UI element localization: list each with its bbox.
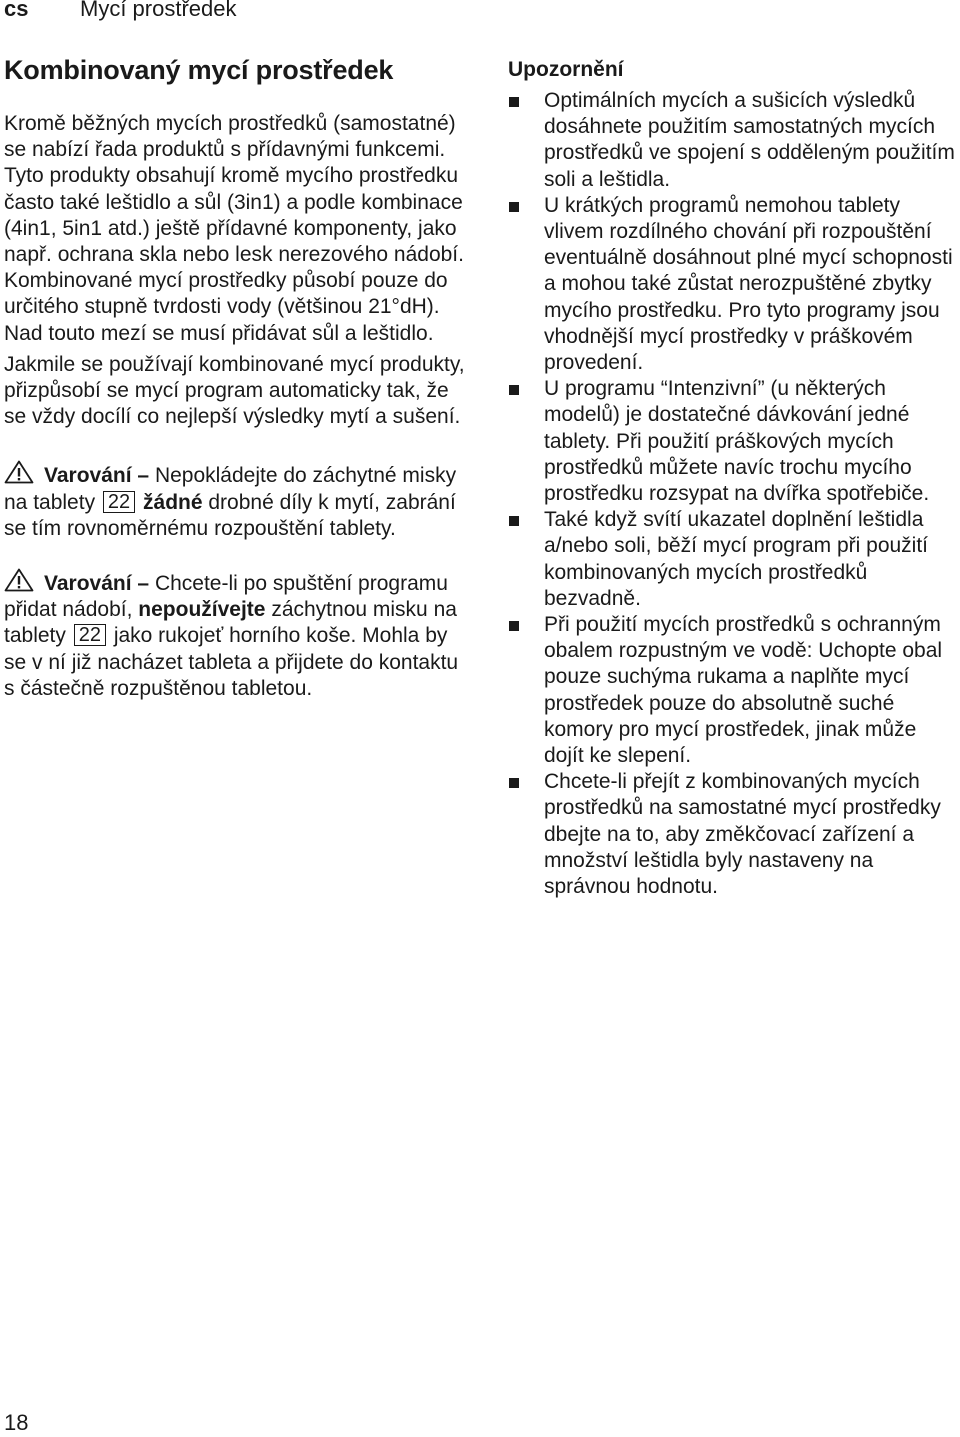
right-column: [508, 52, 960, 900]
warning-block-1: [4, 460, 474, 542]
list-item-text: U krátkých programů nemohou tablety vlivem rozdílného chování při rozpouštění eventuálně dosáhnout plné mycí schopnosti a mohou také zůstat nerozpuštěné zbytky mycího prostředku. Pro tyto programy jsou vhodnější mycí prostředky v práškovém provedení.: [544, 193, 953, 375]
intro-paragraph: Kromě běžných mycích prostředků (samostatné) se nabízí řada produktů s přídavnými funkcemi. Tyto produkty obsahují kromě mycího prostředku často také leštidlo a sůl (3in1) a podle kombinace (4in1, 5in1 atd.) ještě přídavné komponenty, jako např. ochrana skla nebo lesk nerezového nádobí. Kombinované mycí prostředky působí pouze do určitého stupně tvrdosti vody (většinou 21°dH). Nad touto mezí se musí přidávat sůl a leštidlo.: [4, 112, 464, 345]
warning-text: jako rukojeť horního koše. Mohla by se v ní již nacházet tableta a přijdete do kontaktu s částečně rozpuštěnou tabletou.: [4, 624, 459, 700]
list-item: [508, 193, 960, 376]
bullet-square-icon: [509, 385, 519, 395]
warning-emphasis: nepoužívejte: [138, 598, 266, 622]
list-item: [508, 769, 960, 900]
list-item-text: Chcete-li přejít z kombinovaných mycích prostředků na samostatné mycí prostředky dbejte na to, aby změkčovací zařízení a množství leštidla byly nastaveny na správnou hodnotu.: [544, 770, 941, 899]
notice-list: [508, 88, 960, 900]
warning-text: Chcete-li po spuštění programu přidat nádobí,: [4, 572, 448, 622]
list-item-text: Také když svítí ukazatel doplnění leštidla a/nebo soli, běží mycí program při použití kombinovaných mycích prostředků bezvadně.: [544, 508, 929, 610]
page-header: [4, 0, 237, 26]
list-item: [508, 612, 960, 769]
list-item: [508, 507, 960, 612]
list-item-text: U programu “Intenzivní” (u některých modelů) je dostatečné dávkování jedné tablety. Při použití práškových mycích prostředků můžete navíc trochu mycího prostředku rozsypat na dvířka spotřebiče.: [544, 377, 930, 506]
warning-dash: –: [137, 572, 150, 596]
warning-triangle-icon: [4, 460, 34, 484]
language-code: cs: [4, 0, 29, 21]
warning-dash: –: [137, 464, 150, 488]
list-item-text: Optimálních mycích a sušicích výsledků dosáhnete použitím samostatných mycích prostředků ve spojení s odděleným použitím soli a leštidla.: [544, 89, 955, 191]
warning-label: Varování: [44, 572, 132, 596]
bullet-square-icon: [509, 516, 519, 526]
list-item: [508, 376, 960, 507]
warning-triangle-icon: [4, 568, 34, 592]
warning-emphasis: žádné: [143, 490, 203, 514]
program-paragraph: Jakmile se používají kombinované mycí produkty, přizpůsobí se mycí program automaticky tak, že se vždy docílí co nejlepší výsledky mytí a sušení.: [4, 352, 465, 429]
part-number-box: 22: [74, 624, 106, 646]
part-number-box: 22: [103, 491, 135, 513]
bullet-square-icon: [509, 778, 519, 788]
list-item: [508, 88, 960, 193]
page-number: 18: [4, 1410, 29, 1435]
warning-text: Nepokládejte do záchytné misky na tablety: [4, 464, 457, 514]
bullet-square-icon: [509, 202, 519, 212]
warning-text: drobné díly k mytí, zabrání se tím rovnoměrnému rozpouštění tablety.: [4, 490, 456, 540]
section-heading: Kombinovaný mycí prostředek: [4, 55, 394, 85]
left-column: [4, 52, 474, 702]
warning-block-2: [4, 568, 474, 702]
bullet-square-icon: [509, 97, 519, 107]
warning-label: Varování: [44, 464, 132, 488]
bullet-square-icon: [509, 621, 519, 631]
chapter-title: Mycí prostředek: [80, 0, 237, 21]
warning-text: záchytnou misku na tablety: [4, 598, 457, 648]
notice-heading: Upozornění: [508, 58, 624, 81]
list-item-text: Při použití mycích prostředků s ochranným obalem rozpustným ve vodě: Uchopte obal pouze suchýma rukama a naplňte mycí prostředek pouze do absolutně suché komory pro mycí prostředek, jinak může dojít ke slepení.: [544, 613, 943, 768]
